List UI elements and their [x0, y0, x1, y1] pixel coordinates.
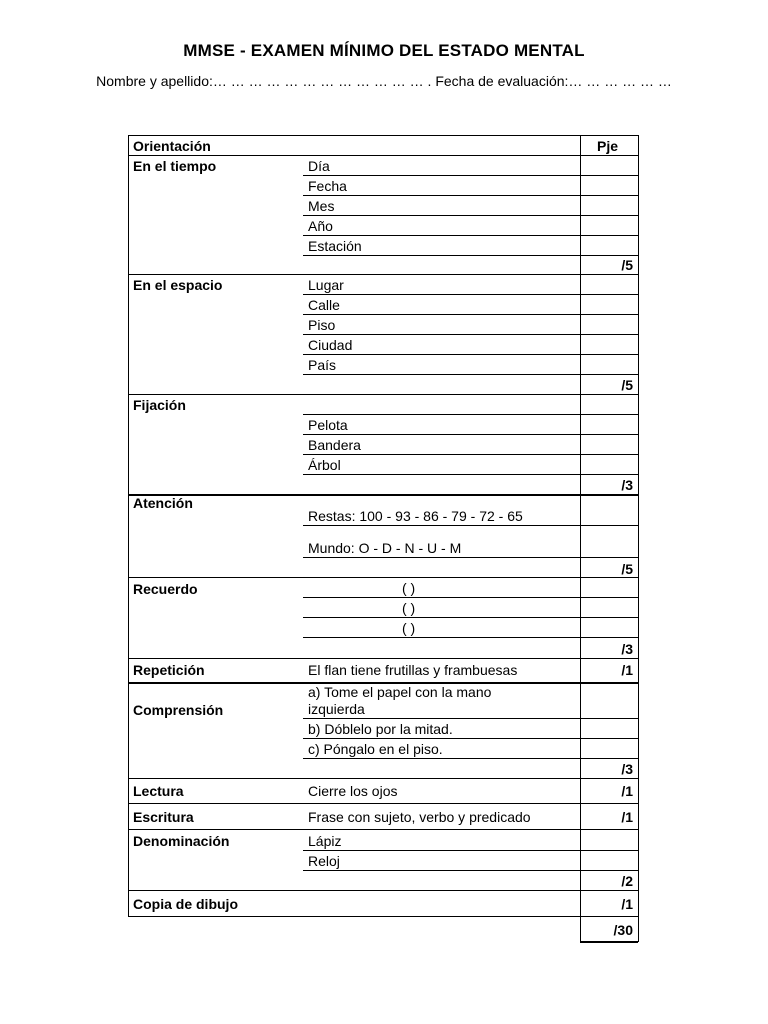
row-divider [303, 474, 638, 475]
row-divider [303, 718, 638, 719]
section-label-recuerdo: Recuerdo [133, 581, 198, 597]
name-date-line: Nombre y apellido:… … … … … … … … … … … … . Fecha de evaluación:… … … … … … [96, 73, 672, 89]
row-divider [303, 758, 638, 759]
item-recuerdo-blank: ( ) [402, 620, 416, 636]
item-fijacion: Pelota [308, 417, 348, 433]
item-tiempo: Año [308, 218, 333, 234]
score-escritura: /1 [621, 809, 633, 825]
section-divider [128, 803, 638, 804]
row-divider [303, 175, 638, 176]
score-espacio: /5 [621, 377, 633, 393]
item-espacio: País [308, 357, 337, 373]
item-repeticion: El flan tiene frutillas y frambuesas [308, 662, 518, 678]
section-divider [128, 274, 638, 275]
section-label-denominacion: Denominación [133, 833, 230, 849]
section-label-escritura: Escritura [133, 809, 194, 825]
section-divider [128, 577, 638, 578]
score-repeticion: /1 [621, 662, 633, 678]
row-divider [303, 294, 638, 295]
item-tiempo: Estación [308, 238, 362, 254]
row-divider [303, 870, 638, 871]
item-atencion-restas: Restas: 100 - 93 - 86 - 79 - 72 - 65 [308, 508, 523, 524]
row-divider [303, 597, 638, 598]
section-label-espacio: En el espacio [133, 277, 223, 293]
item-comprension-a-cont: izquierda [308, 701, 365, 717]
row-divider [303, 557, 638, 558]
row-divider [303, 235, 638, 236]
table-top-border [128, 135, 638, 136]
column-header-orientacion: Orientación [133, 138, 211, 154]
table-right-border [638, 135, 639, 942]
score-column-divider [580, 135, 581, 942]
item-comprension-b: b) Dóblelo por la mitad. [308, 721, 453, 737]
row-divider [303, 414, 638, 415]
item-fijacion: Bandera [308, 437, 361, 453]
score-recuerdo: /3 [621, 641, 633, 657]
row-divider [303, 255, 638, 256]
item-espacio: Ciudad [308, 337, 353, 353]
item-denominacion: Reloj [308, 853, 340, 869]
item-escritura: Frase con sujeto, verbo y predicado [308, 809, 531, 825]
column-header-pje: Pje [597, 138, 619, 154]
row-divider [303, 195, 638, 196]
table-left-border [128, 135, 129, 916]
score-comprension: /3 [621, 761, 633, 777]
score-denominacion: /2 [621, 873, 633, 889]
item-espacio: Lugar [308, 277, 344, 293]
header-divider [128, 155, 638, 156]
row-divider [303, 354, 638, 355]
section-divider [128, 890, 638, 891]
item-recuerdo-blank: ( ) [402, 600, 416, 616]
score-atencion: /5 [621, 561, 633, 577]
item-tiempo: Mes [308, 198, 335, 214]
section-label-repeticion: Repetición [133, 662, 205, 678]
item-denominacion: Lápiz [308, 833, 342, 849]
row-divider [303, 334, 638, 335]
row-divider [303, 850, 638, 851]
grand-total-score: /30 [613, 922, 633, 938]
row-divider [303, 374, 638, 375]
row-divider [303, 454, 638, 455]
item-tiempo: Día [308, 158, 330, 174]
score-tiempo: /5 [621, 257, 633, 273]
item-lectura: Cierre los ojos [308, 783, 398, 799]
grand-total-bottom-border [580, 941, 638, 943]
item-espacio: Piso [308, 317, 336, 333]
row-divider [303, 738, 638, 739]
row-divider [303, 314, 638, 315]
row-divider [303, 525, 638, 526]
section-label-copia: Copia de dibujo [133, 896, 238, 912]
item-fijacion: Árbol [308, 457, 341, 473]
section-label-fijacion: Fijación [133, 397, 186, 413]
section-label-tiempo: En el tiempo [133, 158, 217, 174]
page-title: MMSE - EXAMEN MÍNIMO DEL ESTADO MENTAL [183, 41, 585, 60]
section-divider [128, 829, 638, 830]
item-tiempo: Fecha [308, 178, 347, 194]
row-divider [303, 434, 638, 435]
row-divider [303, 617, 638, 618]
item-atencion-mundo: Mundo: O - D - N - U - M [308, 540, 462, 556]
table-bottom-border [128, 916, 638, 917]
item-espacio: Calle [308, 297, 340, 313]
section-divider [128, 494, 638, 496]
item-comprension-a: a) Tome el papel con la mano [308, 684, 492, 700]
score-copia: /1 [621, 896, 633, 912]
item-recuerdo-blank: ( ) [402, 580, 416, 596]
item-comprension-c: c) Póngalo en el piso. [308, 741, 443, 757]
section-divider [128, 778, 638, 779]
section-label-atencion: Atención [133, 495, 193, 511]
section-label-lectura: Lectura [133, 783, 184, 799]
section-divider [128, 658, 638, 659]
row-divider [303, 637, 638, 638]
section-divider [128, 394, 638, 395]
score-fijacion: /3 [621, 477, 633, 493]
row-divider [303, 215, 638, 216]
score-lectura: /1 [621, 783, 633, 799]
section-label-comprension: Comprensión [133, 702, 224, 718]
